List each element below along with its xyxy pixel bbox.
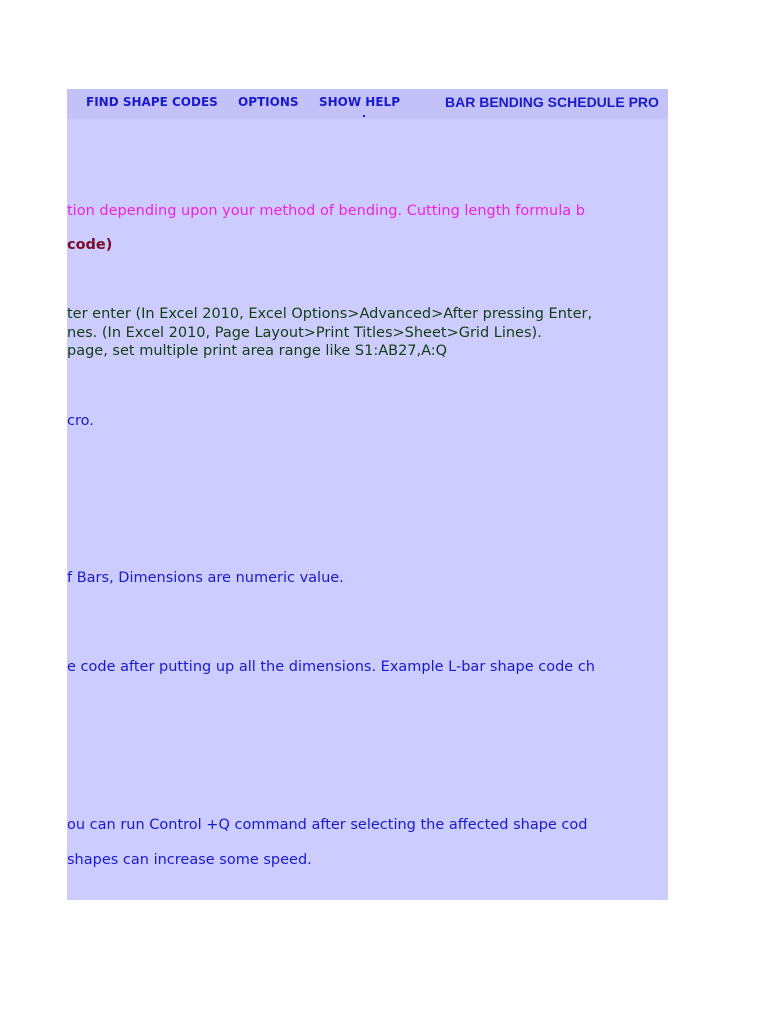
help-line-7: f Bars, Dimensions are numeric value.	[67, 570, 344, 586]
help-line-5: page, set multiple print area range like S1:AB27,A:Q	[67, 343, 448, 359]
options-button[interactable]: OPTIONS	[238, 95, 299, 109]
help-line-3: ter enter (In Excel 2010, Excel Options>Advanced>After pressing Enter,	[67, 306, 593, 322]
help-line-8: e code after putting up all the dimensions. Example L-bar shape code ch	[67, 659, 595, 675]
help-line-10: shapes can increase some speed.	[67, 852, 312, 868]
spreadsheet-area	[67, 89, 668, 900]
help-line-6: cro.	[67, 413, 94, 429]
help-line-9: ou can run Control +Q command after selecting the affected shape cod	[67, 817, 588, 833]
help-line-2: code)	[67, 237, 113, 253]
find-shape-codes-button[interactable]: FIND SHAPE CODES	[86, 95, 218, 109]
help-line-1: tion depending upon your method of bending. Cutting length formula b	[67, 203, 585, 219]
sheet-title: BAR BENDING SCHEDULE PRO	[445, 94, 659, 110]
selection-dot	[363, 115, 365, 117]
help-line-4: nes. (In Excel 2010, Page Layout>Print Titles>Sheet>Grid Lines).	[67, 325, 542, 341]
menu-bar	[67, 89, 668, 119]
show-help-button[interactable]: SHOW HELP	[319, 95, 400, 109]
